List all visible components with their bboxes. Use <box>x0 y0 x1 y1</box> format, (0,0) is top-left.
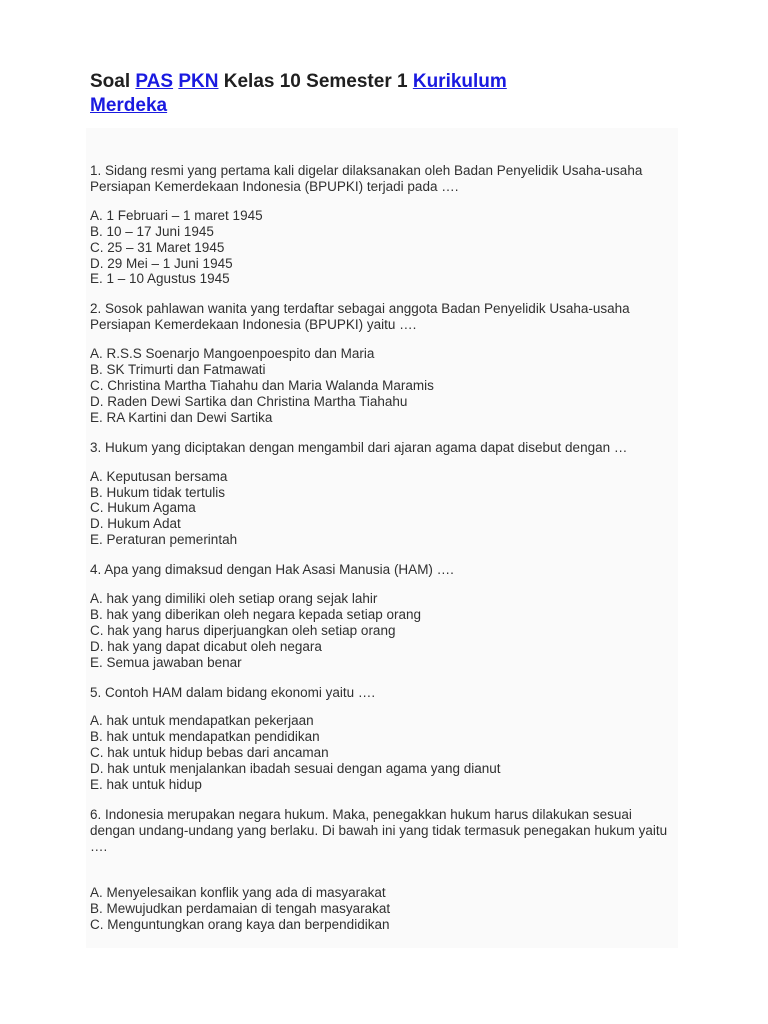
question-list <box>90 163 680 946</box>
question-text: 1. Sidang resmi yang pertama kali digelar dilaksanakan oleh Badan Penyelidik Usaha-usaha Persiapan Kemerdekaan Indonesia (BPUPKI) terjadi pada …. <box>90 163 643 194</box>
title-link-merdeka[interactable]: Merdeka <box>90 95 168 116</box>
option-item: C. Menguntungkan orang kaya dan berpendidikan <box>90 916 390 932</box>
question-block-5 <box>90 685 680 793</box>
option-item: D. 29 Mei – 1 Juni 1945 <box>90 255 233 271</box>
option-item: A. Keputusan bersama <box>90 468 228 484</box>
option-item: C. hak untuk hidup bebas dari ancaman <box>90 745 329 761</box>
title-link-pkn[interactable]: PKN <box>178 71 219 92</box>
question-block-2 <box>90 301 680 425</box>
question-text: 6. Indonesia merupakan negara hukum. Maka, penegakkan hukum harus dilakukan sesuai dengan undang-undang yang berlaku. Di bawah ini yang tidak termasuk penegakan hukum yaitu …. <box>90 807 668 854</box>
option-item: E. RA Kartini dan Dewi Sartika <box>90 409 273 425</box>
title-link-pas[interactable]: PAS <box>135 71 174 92</box>
option-item: B. Mewujudkan perdamaian di tengah masyarakat <box>90 900 391 916</box>
option-item: D. hak yang dapat dicabut oleh negara <box>90 638 322 654</box>
question-text: 3. Hukum yang diciptakan dengan mengambil dari ajaran agama dapat disebut dengan … <box>90 439 628 455</box>
title-middle: Kelas 10 Semester 1 <box>218 71 413 92</box>
question-block-4 <box>90 562 680 670</box>
question-text: 5. Contoh HAM dalam bidang ekonomi yaitu …. <box>90 684 376 700</box>
option-list <box>90 591 680 671</box>
option-item: C. 25 – 31 Maret 1945 <box>90 239 225 255</box>
option-item: B. hak yang diberikan oleh negara kepada setiap orang <box>90 606 421 622</box>
question-text: 4. Apa yang dimaksud dengan Hak Asasi Manusia (HAM) …. <box>90 562 454 578</box>
option-item: A. 1 Februari – 1 maret 1945 <box>90 207 263 223</box>
option-item: C. hak yang harus diperjuangkan oleh setiap orang <box>90 622 396 638</box>
option-item: E. hak untuk hidup <box>90 777 202 793</box>
option-item: B. hak untuk mendapatkan pendidikan <box>90 729 320 745</box>
option-item: A. hak yang dimiliki oleh setiap orang sejak lahir <box>90 591 378 607</box>
question-block-1 <box>90 163 680 287</box>
option-item: E. Peraturan pemerintah <box>90 532 238 548</box>
option-item: C. Hukum Agama <box>90 500 196 516</box>
option-item: A. hak untuk mendapatkan pekerjaan <box>90 713 314 729</box>
option-item: D. Raden Dewi Sartika dan Christina Martha Tiahahu <box>90 393 408 409</box>
question-block-6 <box>90 807 680 932</box>
option-item: B. 10 – 17 Juni 1945 <box>90 223 214 239</box>
option-list <box>90 346 680 426</box>
option-item: D. hak untuk menjalankan ibadah sesuai dengan agama yang dianut <box>90 761 501 777</box>
option-item: B. SK Trimurti dan Fatmawati <box>90 362 266 378</box>
question-text: 2. Sosok pahlawan wanita yang terdaftar sebagai anggota Badan Penyelidik Usaha-usaha Persiapan Kemerdekaan Indonesia (BPUPKI) yaitu …. <box>90 301 630 333</box>
option-item: C. Christina Martha Tiahahu dan Maria Walanda Maramis <box>90 377 434 393</box>
option-item: E. Semua jawaban benar <box>90 654 242 670</box>
question-block-3 <box>90 440 680 548</box>
option-item: A. Menyelesaikan konflik yang ada di masyarakat <box>90 884 386 900</box>
option-list <box>90 469 680 549</box>
option-item: A. R.S.S Soenarjo Mangoenpoespito dan Maria <box>90 346 375 362</box>
option-item: B. Hukum tidak tertulis <box>90 484 226 500</box>
page-title <box>90 70 690 118</box>
title-link-kurikulum[interactable]: Kurikulum <box>412 71 507 92</box>
option-item: D. Hukum Adat <box>90 516 181 532</box>
option-list <box>90 208 680 288</box>
option-list <box>90 713 680 793</box>
option-item: E. 1 – 10 Agustus 1945 <box>90 271 230 287</box>
title-prefix: Soal <box>90 71 136 92</box>
option-list <box>90 885 680 933</box>
